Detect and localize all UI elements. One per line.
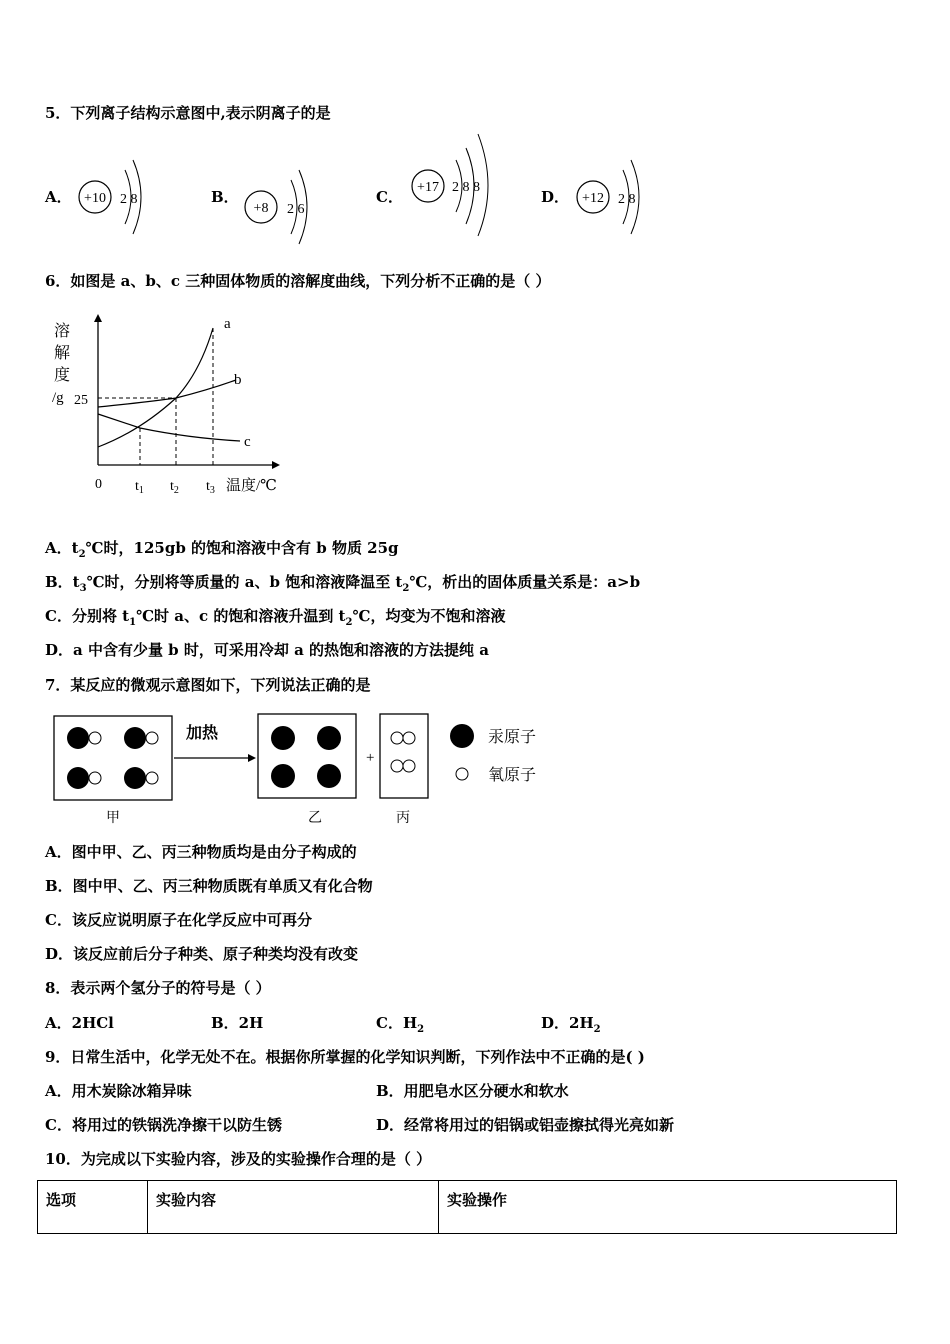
q7-option-d: D．该反应前后分子种类、原子种类均没有改变 [45,945,359,963]
q8-option-c: C．$H_2$ [376,1014,425,1035]
q5-option-a [45,150,175,245]
q7-option-c: C．该反应说明原子在化学反应中可再分 [45,911,312,929]
chart-xlabel: 温度/℃ [226,478,277,494]
box-yi [258,714,356,798]
curve-c-label: c [244,434,251,450]
q6-stem: 6．如图是 a、b、c 三种固体物质的溶解度曲线，下列分析不正确的是（ ） [45,272,551,290]
x-axis-arrow [272,461,280,469]
ion-b-nucleus: +8 [253,201,269,216]
ion-b-shells: 2 6 [287,202,305,217]
ion-diagram-b [241,160,351,255]
table-header-option: 选项 [38,1181,148,1234]
ion-d-nucleus: +12 [582,191,604,206]
hg-atoms [271,726,341,788]
plus-sign: + [366,750,375,766]
q5-option-b-letter: B． [211,188,239,206]
q7-option-b: B．图中甲、乙、丙三种物质既有单质又有化合物 [45,877,373,895]
table-header-row [38,1181,897,1234]
curve-a [98,328,213,447]
chart-ylabel-1: 溶 [54,323,71,340]
box-bing [380,714,428,798]
q8-option-d: D．$2H_2$ [541,1014,601,1035]
reaction-diagram [50,710,570,830]
ion-diagram-a [75,150,185,245]
ion-d-shells: 2 8 [618,192,636,207]
q7-stem: 7．某反应的微观示意图如下，下列说法正确的是 [45,676,371,694]
o2-molecules [391,732,415,772]
q6-option-d: D．a 中含有少量 b 时，可采用冷却 a 的热饱和溶液的方法提纯 a [45,641,489,659]
q8-stem: 8．表示两个氢分子的符号是（ ） [45,979,271,997]
legend-o-label: 氧原子 [488,767,537,784]
chart-xtick-t3: $t_3$ [206,479,215,496]
solubility-chart [48,310,308,500]
q5-option-b [211,150,341,245]
q6-option-a: A．$t_2℃$时，125gb 的饱和溶液中含有 b 物质 25g [45,539,399,560]
q10-stem: 10．为完成以下实验内容，涉及的实验操作合理的是（ ） [45,1150,432,1168]
curve-b [98,380,236,407]
chart-ylabel-4: /g [52,390,64,406]
q9-option-b: B．用肥皂水区分硬水和软水 [376,1082,569,1100]
q5-stem: 5．下列离子结构示意图中,表示阴离子的是 [45,104,331,122]
legend-hg-icon [450,724,474,748]
chart-ytick-25: 25 [74,393,88,408]
arrow-label-heat: 加热 [186,725,219,742]
legend-o-icon [456,768,468,780]
legend-hg-label: 汞原子 [488,729,537,746]
chart-xtick-t2: $t_2$ [170,479,179,496]
ion-c-shells: 2 8 8 [452,180,480,195]
q5-option-a-letter: A． [45,188,72,206]
q6-option-b: B．$t_3℃$时，分别将等质量的 a、b 饱和溶液降温至 $t_2℃$，析出的固体质量关系是：a>b [45,573,641,594]
y-axis-arrow [94,314,102,322]
q9-option-a: A．用木炭除冰箱异味 [45,1082,192,1100]
q9-option-c: C．将用过的铁锅洗净擦干以防生锈 [45,1116,282,1134]
chart-ylabel-2: 解 [54,345,71,362]
q5-option-d-letter: D． [541,188,570,206]
hgo-molecules [67,727,158,789]
curve-a-label: a [224,316,231,332]
curve-b-label: b [234,372,242,388]
q9-option-d: D．经常将用过的铝锅或铝壶擦拭得光亮如新 [376,1116,675,1134]
ion-diagram-c [408,128,528,238]
q8-option-a: A．2HCl [45,1014,114,1032]
box-jia [54,716,172,800]
ion-a-nucleus: +10 [84,191,106,206]
q5-option-d [541,150,671,245]
q6-option-c: C．分别将 $t_1℃$时 a、c 的饱和溶液升温到 $t_2℃$，均变为不饱和溶液 [45,607,506,628]
chart-origin: 0 [95,477,102,492]
q7-option-a: A．图中甲、乙、丙三种物质均是由分子构成的 [45,843,357,861]
box-jia-label: 甲 [106,811,120,826]
table-header-operation: 实验操作 [439,1181,897,1234]
q8-option-b: B．2H [211,1014,264,1032]
box-yi-label: 乙 [308,811,322,826]
q9-stem: 9．日常生活中，化学无处不在。根据你所掌握的化学知识判断，下列作法中不正确的是( ) [45,1048,645,1066]
chart-ylabel-3: 度 [54,367,71,384]
q5-option-c [376,128,516,238]
reaction-arrow-head [248,754,256,762]
ion-a-shells: 2 8 [120,192,138,207]
box-bing-label: 丙 [396,811,410,826]
chart-xtick-t1: $t_1$ [135,479,144,496]
q10-table [37,1180,897,1234]
table-header-content: 实验内容 [148,1181,439,1234]
ion-diagram-d [573,150,683,245]
ion-c-nucleus: +17 [417,180,439,195]
q5-option-c-letter: C． [376,188,403,206]
